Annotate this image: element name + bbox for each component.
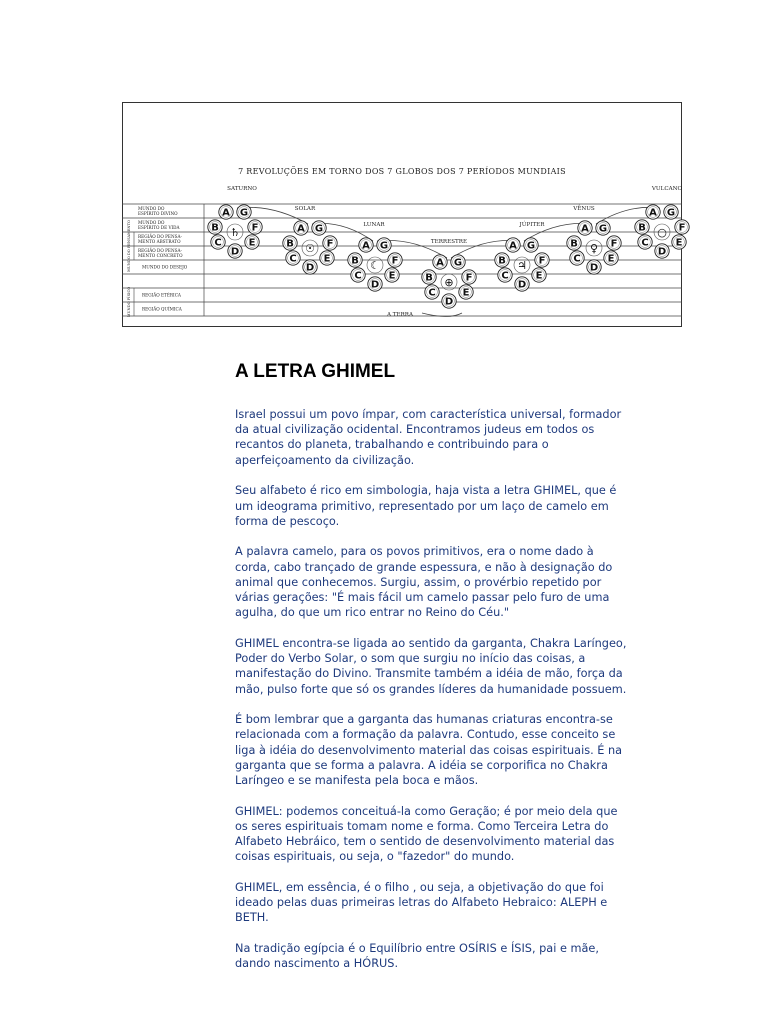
- period-label: JÚPITER: [519, 222, 545, 228]
- row-label: REGIÃO DO PENSA-: [138, 248, 182, 253]
- globe-letter: E: [248, 237, 256, 249]
- globe-letter: D: [305, 262, 315, 274]
- planet-symbol: ☉: [305, 242, 315, 255]
- planet-symbol: ⊕: [444, 276, 454, 289]
- globe-letter: G: [526, 240, 536, 252]
- globe-letter: A: [222, 207, 230, 219]
- globe-letter: C: [428, 287, 436, 299]
- globe-letter: F: [610, 238, 618, 250]
- row-label: MENTO ABSTRATO: [138, 239, 181, 244]
- paragraph-3: A palavra camelo, para os povos primitivos, era o nome dado à corda, cabo trançado de grande espessura, e não à designação do animal que conhecemos. Surgiu, assim, o provérbio repetido por várias gerações: "É mais fácil um camelo passar pelo furo de uma agulha, do que um rico entrar no Reino do Céu.": [235, 545, 613, 620]
- paragraph-5: É bom lembrar que a garganta das humanas criaturas encontra-se relacionada com a formação da palavra. Contudo, esse conceito se liga à idéia do desenvolvimento material das coisas espirituais. É na garganta que se forma a palavra. A idéia se corporifica no Chakra Laríngeo e se manifesta pela boca e mãos.: [235, 713, 623, 788]
- globe-letter: C: [501, 270, 509, 282]
- diagram-frame: [123, 103, 682, 327]
- article-body: [235, 407, 630, 987]
- row-label: ESPÍRITO DIVINO: [138, 211, 178, 216]
- globe-letter: G: [453, 257, 463, 269]
- globe-letter: C: [573, 253, 581, 265]
- globe-letter: G: [666, 207, 676, 219]
- earth-label: A TERRA: [386, 312, 414, 318]
- row-label: REGIÃO DO PENSA-: [138, 234, 182, 239]
- row-label: MUNDO DO: [138, 206, 165, 211]
- globe-letter: B: [286, 238, 294, 250]
- globe-letter: D: [230, 246, 240, 258]
- planet-symbol: ○: [657, 226, 667, 239]
- globe-letter: B: [498, 255, 506, 267]
- globe-letter: B: [638, 222, 646, 234]
- globe-letter: F: [678, 222, 686, 234]
- row-label: ESPÍRITO DE VIDA: [138, 225, 180, 230]
- globe-letter: G: [598, 223, 608, 235]
- globe-letter: F: [251, 222, 259, 234]
- globe-letter: A: [436, 257, 444, 269]
- period-label: LUNAR: [363, 222, 385, 228]
- globe-letter: C: [289, 253, 297, 265]
- globe-letter: A: [362, 240, 370, 252]
- globe-letter: B: [425, 272, 433, 284]
- planet-symbol: ☾: [370, 259, 380, 272]
- globe-letter: A: [509, 240, 517, 252]
- globe-letter: E: [462, 287, 470, 299]
- globe-letter: C: [641, 237, 649, 249]
- globe-letter: E: [535, 270, 543, 282]
- globe-letter: D: [517, 279, 527, 291]
- globe-letter: B: [570, 238, 578, 250]
- globe-letter: E: [323, 253, 331, 265]
- globe-letter: D: [444, 296, 454, 308]
- row-label: MENTO CONCRETO: [138, 253, 183, 258]
- paragraph-2: Seu alfabeto é rico em simbologia, haja vista a letra GHIMEL, que é um ideograma primitivo, representado por um laço de camelo em forma de pescoço.: [235, 484, 617, 528]
- globe-letter: B: [211, 222, 219, 234]
- planet-symbol: ♃: [517, 259, 527, 272]
- globe-letter: A: [297, 223, 305, 235]
- globe-letter: D: [370, 279, 380, 291]
- row-label: MUNDO DO: [138, 220, 165, 225]
- paragraph-1: Israel possui um povo ímpar, com característica universal, formador da atual civilização ocidental. Encontramos judeus em todos os recantos do planeta, trabalhando e contribuindo para o aperfeiçoamento da civilização.: [235, 408, 622, 467]
- globe-letter: E: [607, 253, 615, 265]
- globe-letter: D: [589, 262, 599, 274]
- globe-letter: B: [351, 255, 359, 267]
- seven-revolutions-diagram: [122, 102, 686, 327]
- globe-letter: F: [465, 272, 473, 284]
- globe-letter: F: [391, 255, 399, 267]
- globe-letter: G: [314, 223, 324, 235]
- globe-letter: C: [354, 270, 362, 282]
- globe-letter: E: [388, 270, 396, 282]
- planet-symbol: ♄: [230, 226, 240, 239]
- planet-symbol: ♀: [589, 242, 599, 255]
- globe-letter: D: [657, 246, 667, 258]
- globe-letter: E: [675, 237, 683, 249]
- globe-letter: A: [649, 207, 657, 219]
- row-label: REGIÃO QUÍMICA: [142, 306, 182, 312]
- globe-letter: A: [581, 223, 589, 235]
- row-label: REGIÃO ETÉRICA: [142, 292, 181, 298]
- globe-letter: F: [538, 255, 546, 267]
- page-title: A LETRA GHIMEL: [235, 361, 396, 382]
- paragraph-4: GHIMEL encontra-se ligada ao sentido da garganta, Chakra Laríngeo, Poder do Verbo Solar, o som que surgiu no início das coisas, a manifestação do Divino. Transmite também a idéia de mão, força da mão, pulso forte que só os grandes líderes da humanidade possuem.: [235, 636, 627, 696]
- globe-letter: C: [214, 237, 222, 249]
- diagram-title: 7 REVOLUÇÕES EM TORNO DOS 7 GLOBOS DOS 7 PERÍODOS MUNDIAIS: [238, 167, 566, 176]
- row-label: MUNDO DO DESEJO: [142, 264, 188, 270]
- globe-letter: G: [239, 207, 249, 219]
- paragraph-7: GHIMEL, em essência, é o filho , ou seja, a objetivação do que foi ideado pelas duas primeiras letras do Alfabeto Hebraico: ALEPH e BETH.: [235, 881, 608, 925]
- period-label: VULCANO: [651, 186, 683, 192]
- paragraph-6: GHIMEL: podemos conceituá-la como Geração; é por meio dela que os seres espirituais tomam nome e forma. Como Terceira Letra do Alfabeto Hebráico, tem o sentido de desenvolvimento material das coisas espirituais, ou seja, o "fazedor" do mundo.: [235, 804, 618, 864]
- period-label: SATURNO: [227, 186, 257, 192]
- paragraph-8: Na tradição egípcia é o Equilíbrio entre OSÍRIS e ÍSIS, pai e mãe, dando nascimento a HÓRUS.: [235, 942, 599, 971]
- globe-letter: F: [326, 238, 334, 250]
- side-label-physical: MUNDO FÍSICO: [127, 286, 131, 318]
- side-label-thought: MUNDO DO PENSAMENTO: [127, 220, 131, 272]
- period-label: VÊNUS: [573, 206, 595, 212]
- period-label: TERRESTRE: [430, 239, 468, 245]
- period-label: SOLAR: [294, 206, 316, 212]
- globe-letter: G: [379, 240, 389, 252]
- diagram-svg: [122, 102, 686, 327]
